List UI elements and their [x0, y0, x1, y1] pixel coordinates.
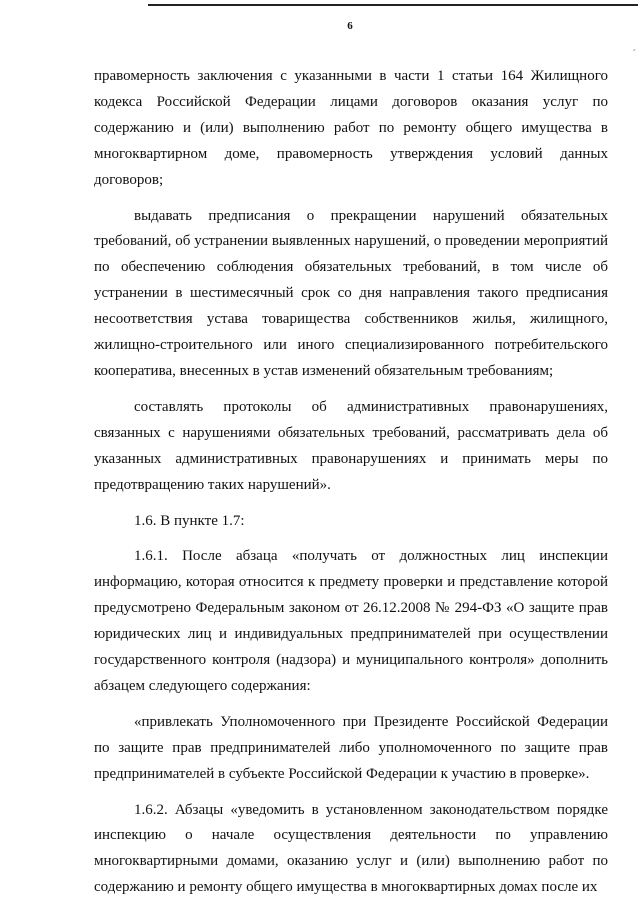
- scan-edge-line: [148, 4, 638, 6]
- page-number: 6: [347, 20, 353, 32]
- document-body: [94, 64, 608, 901]
- paragraph-5: 1.6.1. После абзаца «получать от должностных лиц инспекции информацию, которая относится к предмету проверки и представление которой предусмотрено Федеральным законом от 26.12.2008 № 294-ФЗ «О защите прав юридических лиц и индивидуальных предпринимателей при осуществлении государственного контроля (надзора) и муниципального контроля» дополнить абзацем следующего содержания:: [94, 548, 608, 694]
- paragraph-3: составлять протоколы об административных правонарушениях, связанных с нарушениями обязательных требований, рассматривать дела об указанных административных правонарушениях и принимать меры по предотвращению таких нарушений».: [94, 398, 608, 493]
- paragraph-2: выдавать предписания о прекращении нарушений обязательных требований, об устранении выявленных нарушений, о проведении мероприятий по обеспечению соблюдения обязательных требований, в том числе об устранении в шестимесячный срок со дня направления такого предписания несоответствия устава товарищества собственников жилья, жилищного, жилищно-строительного или иного специализированного потребительского кооператива, внесенных в устав изменений обязательным требованиям;: [94, 207, 608, 379]
- paragraph-1: правомерность заключения с указанными в части 1 статьи 164 Жилищного кодекса Российской Федерации лицами договоров оказания услуг по содержанию и (или) выполнению работ по ремонту общего имущества в многоквартирном доме, правомерность утверждения условий данных договоров;: [94, 68, 608, 188]
- paragraph-6: «привлекать Уполномоченного при Президенте Российской Федерации по защите прав предпринимателей либо уполномоченного по защите прав предпринимателей в субъекте Российской Федерации к участию в проверке».: [94, 713, 608, 782]
- paragraph-7: 1.6.2. Абзацы «уведомить в установленном законодательством порядке инспекцию о начале осуществления деятельности по управлению многоквартирными домами, оказанию услуг и (или) выполнению работ по содержанию и ремонту общего имущества в многоквартирных домах после их: [94, 801, 608, 896]
- scan-edge-mark: ´: [632, 48, 636, 60]
- paragraph-4: 1.6. В пункте 1.7:: [134, 512, 245, 529]
